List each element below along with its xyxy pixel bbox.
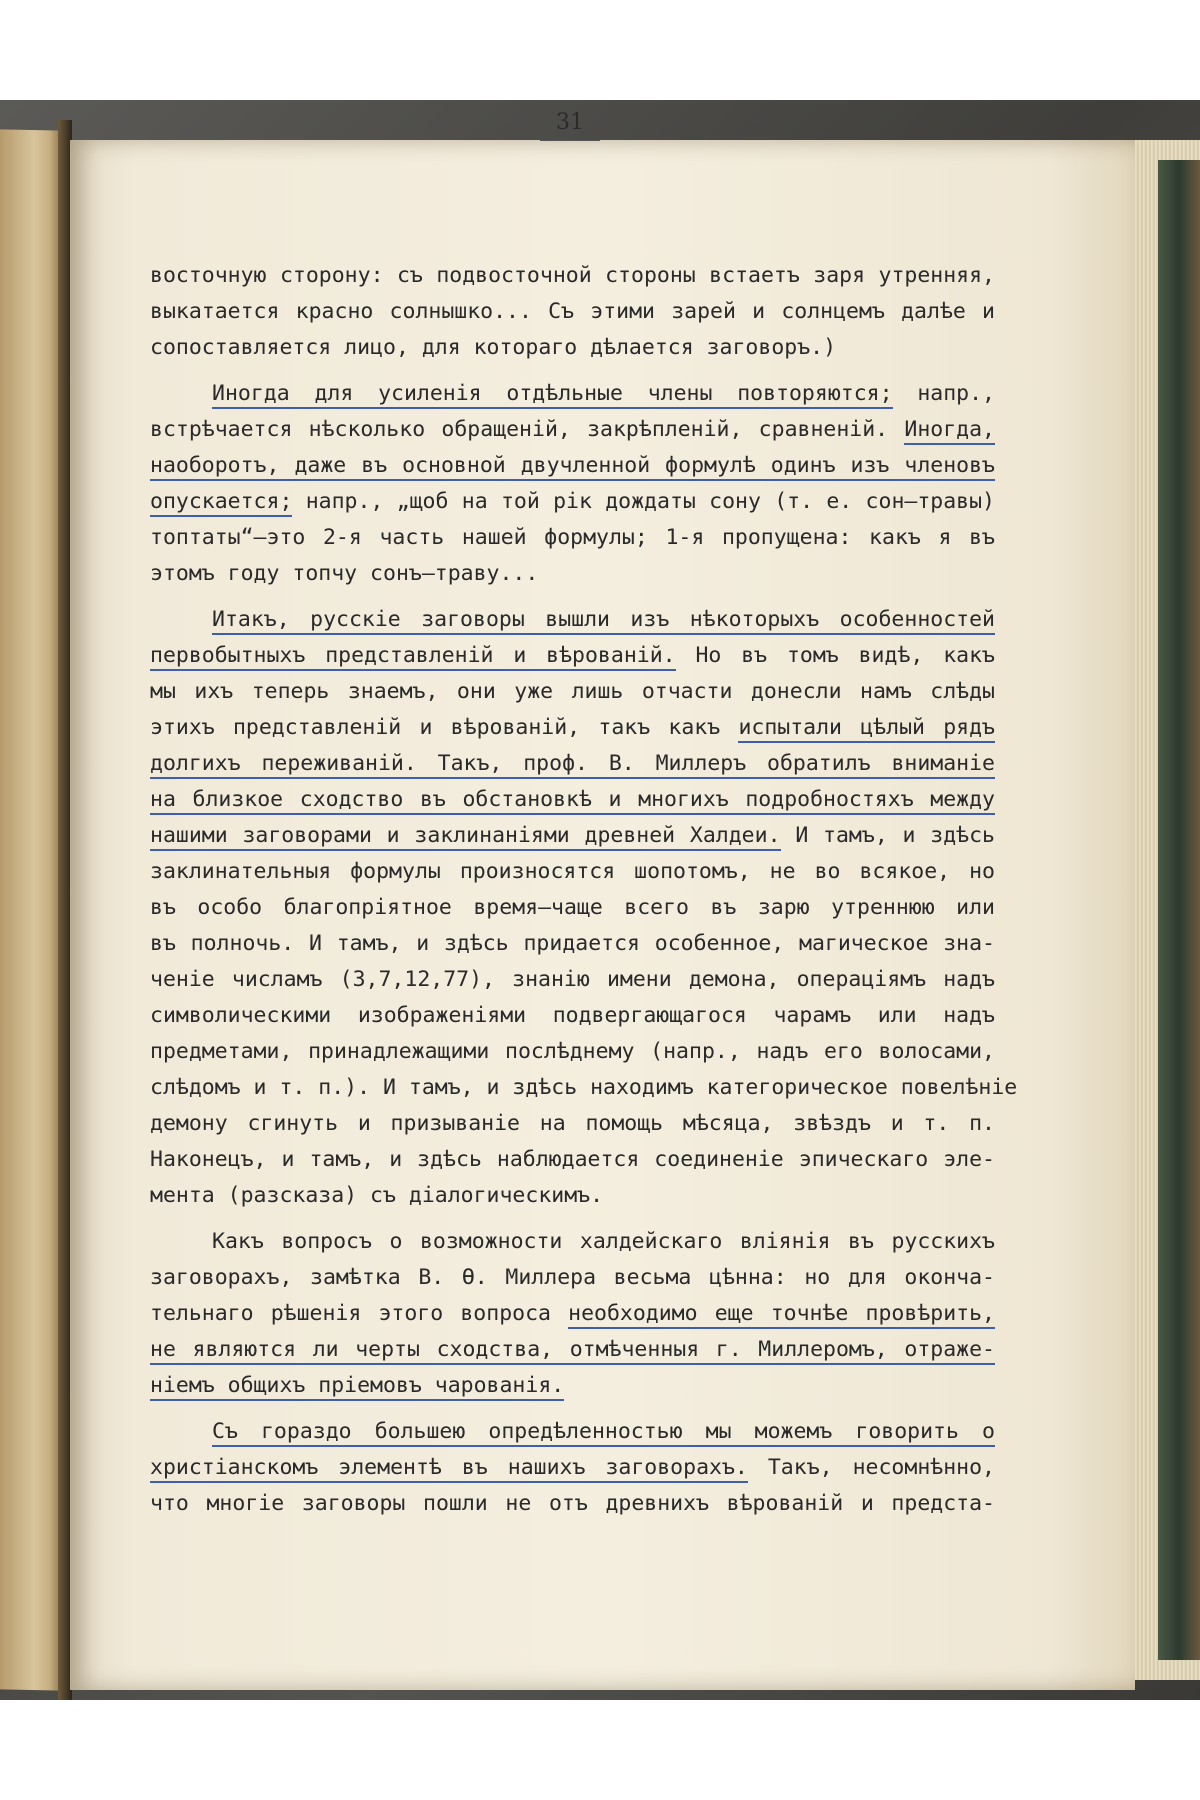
underlined-text: испытали цѣлый рядъ — [738, 715, 995, 743]
text-line — [150, 818, 995, 854]
text-line — [150, 1414, 995, 1450]
text-run: топтаты“—это 2-я часть нашей формулы; 1-я пропущена: какъ я въ — [150, 525, 995, 550]
text-run: напр., „щоб на той рік дождаты сону (т. е. сон—травы) — [292, 489, 995, 514]
page-number: 31 — [556, 110, 584, 135]
underlined-text: долгихъ переживаній. Такъ, проф. В. Миллеръ обратилъ вниманіе — [150, 751, 995, 779]
text-run: въ особо благопріятное время—чаще всего въ зарю утреннюю или — [150, 895, 995, 920]
text-run: Какъ вопросъ о возможности халдейскаго вліянія въ русскихъ — [212, 1229, 995, 1254]
text-line — [150, 376, 995, 412]
text-line — [150, 294, 995, 330]
text-line — [150, 890, 995, 926]
underlined-text: Иногда, — [904, 417, 995, 445]
text-line — [150, 1368, 995, 1404]
text-line — [150, 1296, 995, 1332]
text-line — [150, 854, 995, 890]
text-run: мента (разсказа) съ діалогическимъ. — [150, 1183, 604, 1208]
text-line — [150, 1450, 995, 1486]
text-run: символическими изображеніями подвергающагося чарамъ или надъ — [150, 1003, 995, 1028]
facing-page-edge — [0, 129, 62, 1690]
underlined-text: наоборотъ, даже въ основной двучленной формулѣ одинъ изъ членовъ — [150, 453, 995, 481]
page-number-rule — [540, 140, 600, 141]
text-line — [150, 1106, 995, 1142]
text-line — [150, 1486, 995, 1522]
underlined-text: опускается; — [150, 489, 292, 517]
underlined-text: первобытныхъ представленій и вѣрованій. — [150, 643, 676, 671]
text-run: заговорахъ, замѣтка В. Ѳ. Миллера весьма цѣнна: но для оконча- — [150, 1265, 995, 1290]
text-line — [150, 448, 995, 484]
text-line — [150, 1224, 995, 1260]
text-line — [150, 1070, 1018, 1106]
underlined-text: необходимо еще точнѣе провѣрить, — [568, 1301, 995, 1329]
text-line — [150, 1034, 995, 1070]
text-run: напр., — [892, 381, 995, 406]
text-run: восточную сторону: съ подвосточной стороны встаетъ заря утренняя, — [150, 263, 995, 288]
text-run: что многіе заговоры пошли не отъ древнихъ вѣрованій и предста- — [150, 1491, 995, 1516]
text-line — [150, 1332, 995, 1368]
underlined-text: Съ гораздо большею опредѣленностью мы можемъ говорить о — [212, 1419, 995, 1447]
text-run: этихъ представленій и вѣрованій, такъ какъ — [150, 715, 739, 740]
text-run: выкатается красно солнышко... Съ этими зарей и солнцемъ далѣе и — [150, 299, 995, 324]
text-line — [150, 1260, 995, 1296]
text-run: Такъ, несомнѣнно, — [747, 1455, 995, 1480]
text-run: этомъ году топчу сонъ—траву... — [150, 561, 539, 586]
text-line — [150, 1178, 995, 1214]
text-run: сопоставляется лицо, для котораго дѣлается заговоръ.) — [150, 335, 837, 360]
text-line — [150, 258, 995, 294]
underlined-text: Итакъ, русскіе заговоры вышли изъ нѣкоторыхъ особенностей — [212, 607, 995, 635]
text-run: слѣдомъ и т. п.). И тамъ, и здѣсь находимъ категорическое повелѣніе — [150, 1075, 1018, 1100]
text-line — [150, 412, 995, 448]
text-run: встрѣчается нѣсколько обращеній, закрѣпленій, сравненій. — [150, 417, 905, 442]
text-run: въ полночь. И тамъ, и здѣсь придается особенное, магическое зна- — [150, 931, 995, 956]
page-text — [150, 258, 1018, 1522]
text-run: тельнаго рѣшенія этого вопроса — [150, 1301, 569, 1326]
text-run: И тамъ, и здѣсь — [780, 823, 995, 848]
text-line — [150, 746, 995, 782]
underlined-text: на близкое сходство въ обстановкѣ и многихъ подробностяхъ между — [150, 787, 995, 815]
text-line — [150, 926, 995, 962]
text-run: демону сгинуть и призываніе на помощь мѣсяца, звѣздъ и т. п. — [150, 1111, 995, 1136]
book-cover-edge — [1158, 160, 1200, 1660]
text-run: ченіе числамъ (3,7,12,77), знанію имени демона, операціямъ надъ — [150, 967, 995, 992]
text-run: Но въ томъ видѣ, какъ — [675, 643, 995, 668]
text-run: Наконецъ, и тамъ, и здѣсь наблюдается соединеніе эпическаго эле- — [150, 1147, 995, 1172]
text-line — [150, 556, 995, 592]
underlined-text: не являются ли черты сходства, отмѣченныя г. Миллеромъ, отраже- — [150, 1337, 995, 1365]
text-run: заклинательныя формулы произносятся шопотомъ, не во всякое, но — [150, 859, 995, 884]
text-line — [150, 962, 995, 998]
underlined-text: христіанскомъ элементѣ въ нашихъ заговорахъ. — [150, 1455, 748, 1483]
text-line — [150, 484, 995, 520]
text-line — [150, 998, 995, 1034]
text-run: мы ихъ теперь знаемъ, они уже лишь отчасти донесли намъ слѣды — [150, 679, 995, 704]
text-line — [150, 330, 995, 366]
text-line — [150, 520, 995, 556]
text-line — [150, 602, 995, 638]
text-run: предметами, принадлежащими послѣднему (напр., надъ его волосами, — [150, 1039, 995, 1064]
text-line — [150, 674, 995, 710]
underlined-text: Иногда для усиленія отдѣльные члены повторяются; — [212, 381, 893, 409]
text-line — [150, 1142, 995, 1178]
text-line — [150, 638, 995, 674]
underlined-text: нашими заговорами и заклинаніями древней Халдеи. — [150, 823, 781, 851]
text-line — [150, 782, 995, 818]
text-line — [150, 710, 995, 746]
underlined-text: ніемъ общихъ пріемовъ чарованія. — [150, 1373, 564, 1401]
